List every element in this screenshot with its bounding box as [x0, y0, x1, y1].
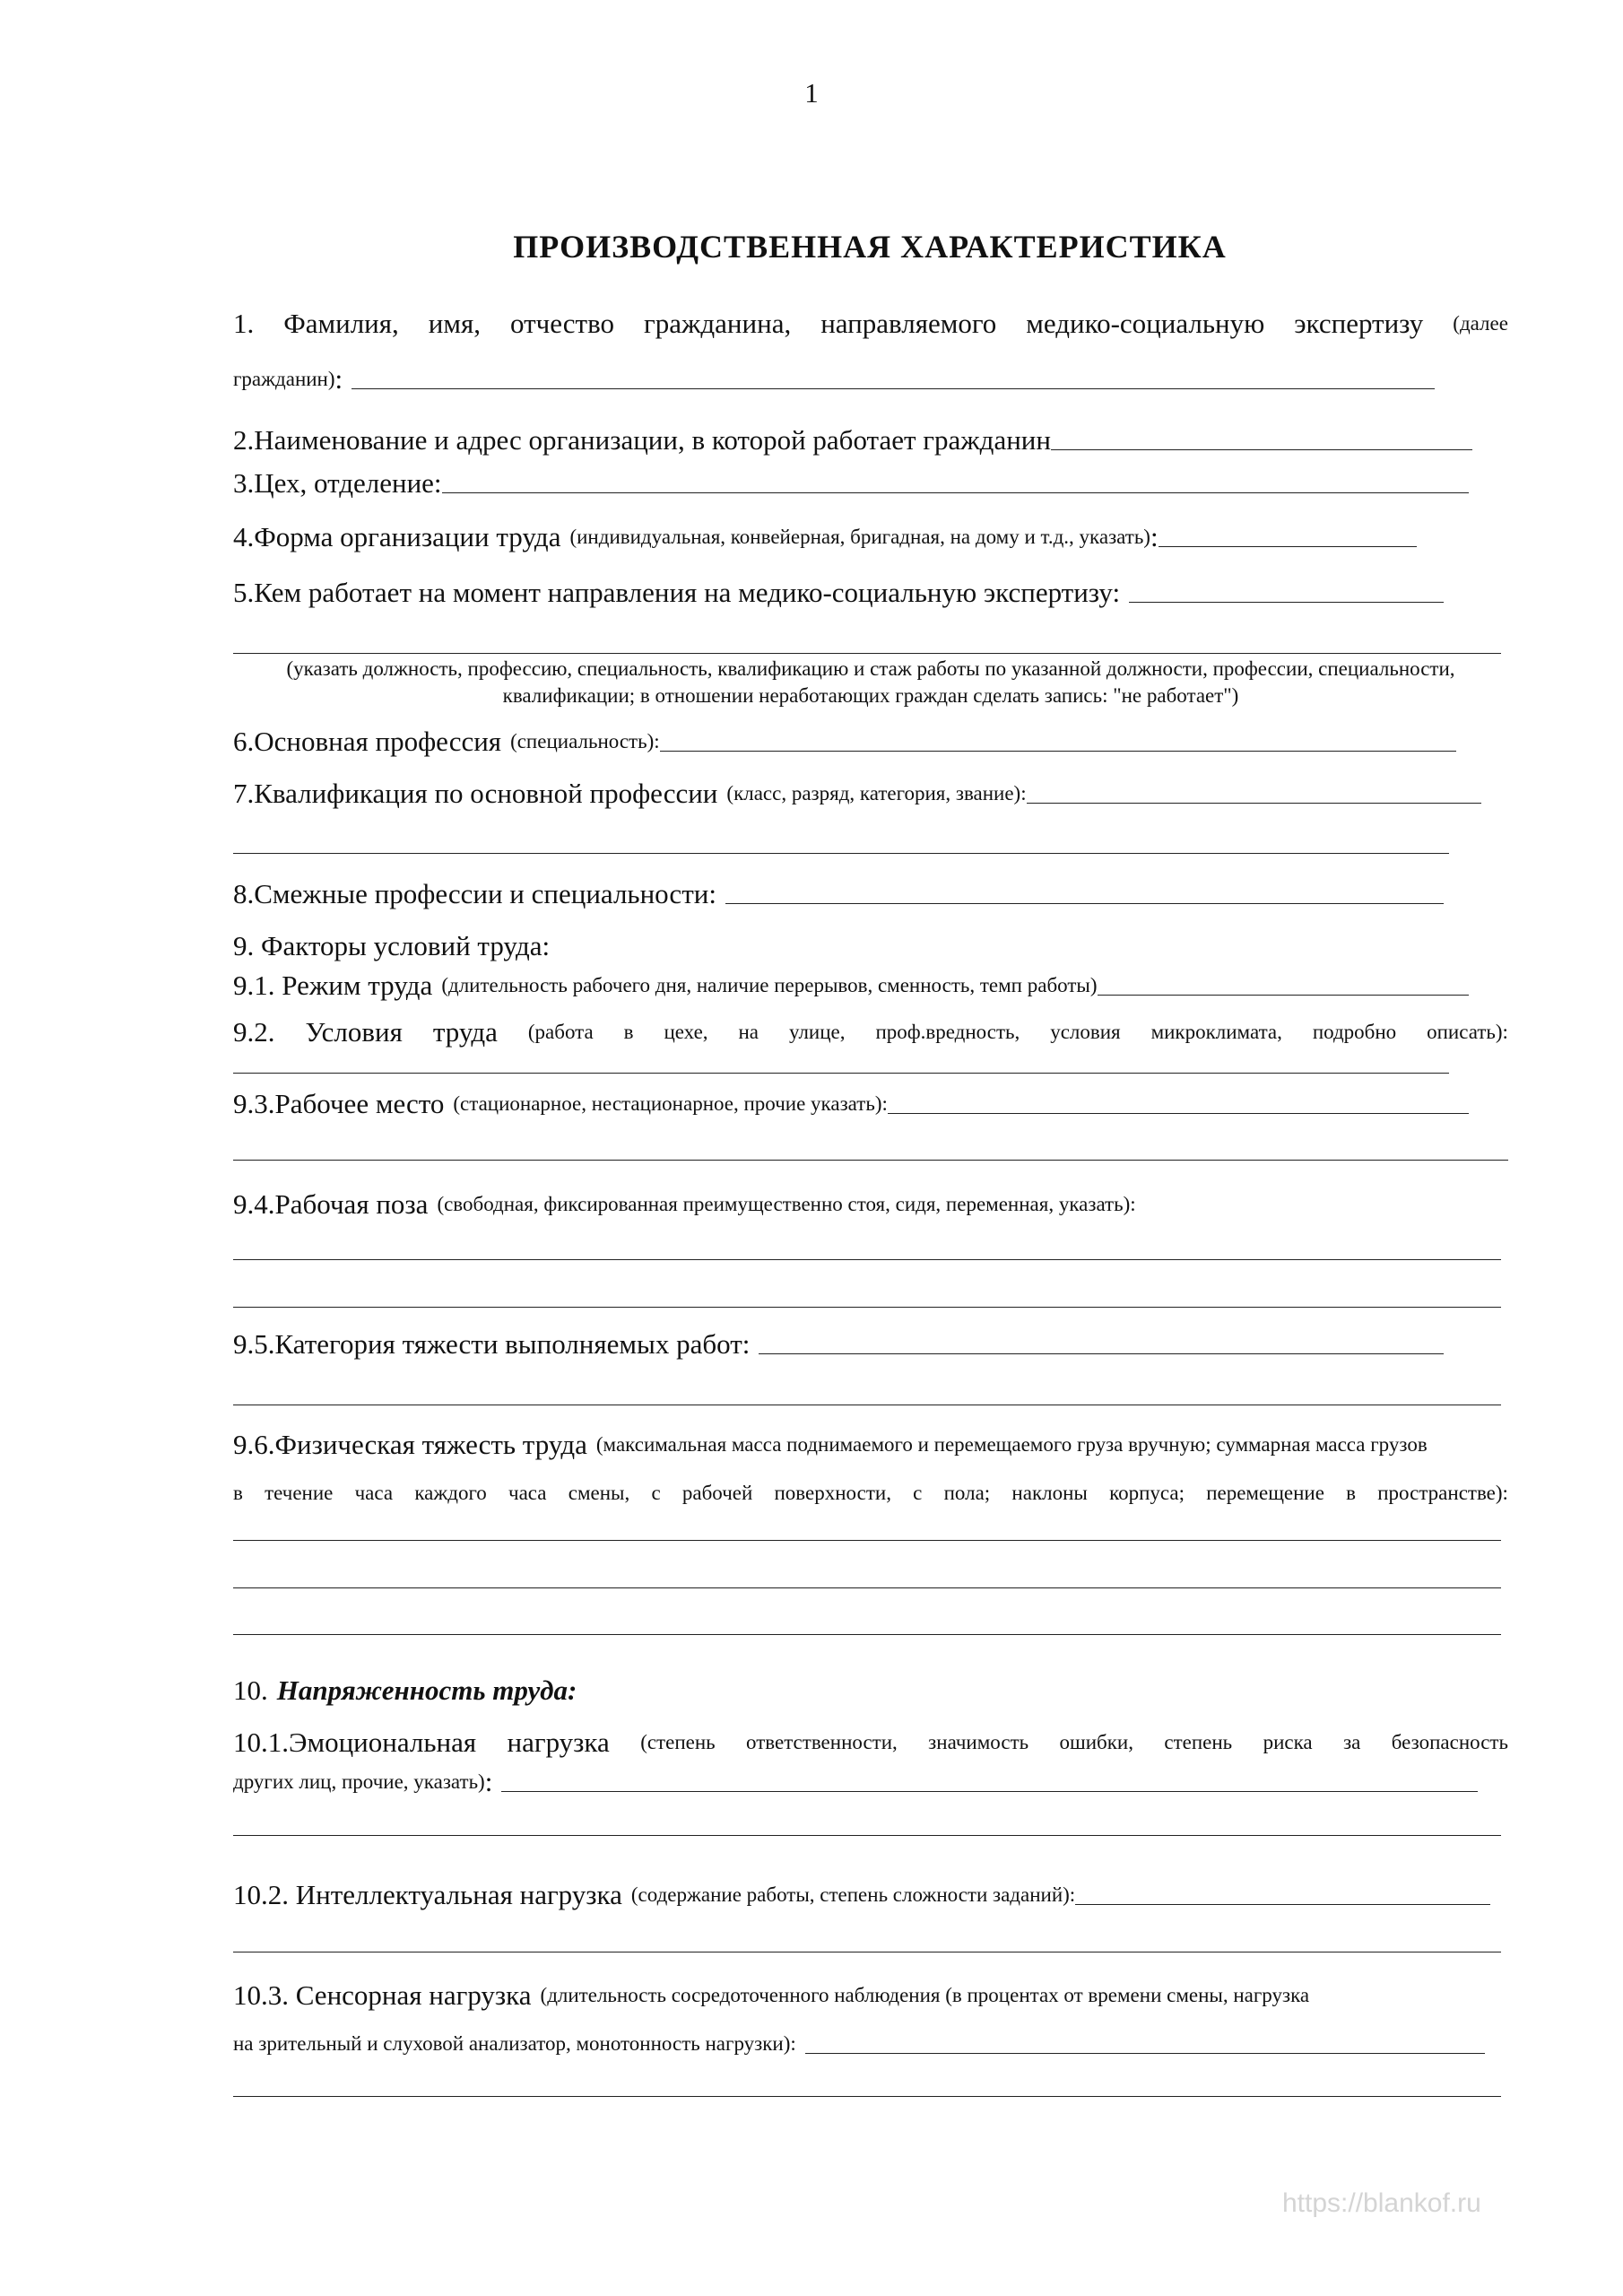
field-1-word: Фамилия,	[283, 308, 399, 339]
field-9-3-label: 9.3.Рабочее место	[233, 1088, 445, 1119]
field-10-2	[233, 1873, 1490, 1912]
field-10-1	[233, 1720, 1508, 1760]
field-10-3-note: (длительность сосредоточенного наблюдения (в процентах от времени смены, нагрузка	[540, 1984, 1310, 2006]
work-organization-input[interactable]	[1159, 519, 1417, 547]
field-7-label: 7.Квалификация по основной профессии	[233, 778, 718, 809]
related-professions-input[interactable]	[725, 876, 1444, 904]
field-5-note-2: квалификации; в отношении неработающих граждан сделать запись: "не работает")	[502, 684, 1239, 707]
field-4-label: 4.Форма организации труда	[233, 521, 561, 552]
field-9-4-label: 9.4.Рабочая поза	[233, 1188, 429, 1220]
field-3-label: 3.Цех, отделение:	[233, 467, 442, 499]
watermark: https://blankof.ru	[1282, 2188, 1481, 2218]
field-10-1-note: риска	[1263, 1731, 1313, 1753]
qualification-input[interactable]	[1027, 776, 1481, 804]
severity-category-input[interactable]	[759, 1326, 1444, 1354]
field-9-2-note: на	[738, 1021, 759, 1043]
field-1-word: отчество	[510, 308, 614, 339]
field-10	[233, 1668, 1508, 1708]
field-10-1-note: безопасность	[1391, 1731, 1508, 1753]
field-1-colon: :	[334, 363, 343, 395]
field-10-1-note: степень	[1164, 1731, 1233, 1753]
physical-severity-line-2[interactable]	[233, 1587, 1501, 1588]
field-10-number: 10.	[233, 1674, 268, 1706]
work-posture-line-2[interactable]	[233, 1307, 1501, 1308]
field-9	[233, 924, 1508, 963]
field-9-6-note-word: поверхности,	[774, 1482, 891, 1504]
field-2-label: 2.Наименование и адрес организации, в которой работает гражданин	[233, 424, 1051, 456]
organization-input[interactable]	[1051, 422, 1472, 450]
field-9-2-note: (работа	[527, 1021, 594, 1043]
field-1-line-2	[233, 357, 1435, 396]
main-profession-input[interactable]	[660, 724, 1456, 752]
work-conditions-input[interactable]	[233, 1073, 1449, 1074]
field-4-note: (индивидуальная, конвейерная, бригадная, на дому и т.д., указать)	[569, 526, 1150, 548]
field-6-note: (специальность):	[510, 730, 660, 752]
document-title: ПРОИЗВОДСТВЕННАЯ ХАРАКТЕРИСТИКА	[513, 229, 1227, 265]
work-posture-line-1[interactable]	[233, 1259, 1501, 1260]
field-9-1-label: 9.1. Режим труда	[233, 970, 433, 1001]
full-name-input[interactable]	[352, 361, 1435, 389]
field-9-2	[233, 1010, 1508, 1049]
field-9-6-note-word: каждого	[414, 1482, 487, 1504]
field-9-2-note: описать):	[1427, 1021, 1508, 1043]
field-10-1-colon: :	[484, 1766, 493, 1797]
field-7-note: (класс, разряд, категория, звание):	[726, 782, 1027, 804]
field-9-6-note-word: течение	[265, 1482, 334, 1504]
field-1-word: медико-социальную	[1026, 308, 1265, 339]
emotional-load-line-2[interactable]	[233, 1835, 1501, 1836]
field-10-3-label: 10.3. Сенсорная нагрузка	[233, 1979, 532, 2011]
field-10-heading: Напряженность труда:	[276, 1674, 577, 1706]
field-1-note: (далее	[1453, 312, 1508, 335]
current-position-line-2[interactable]	[233, 653, 1501, 654]
field-9-6-note-word: наклоны	[1011, 1482, 1088, 1504]
field-9-6-note-line-2	[233, 1471, 1508, 1510]
field-1-note-cont: гражданин)	[233, 368, 335, 390]
field-1-word: экспертизу	[1294, 308, 1424, 339]
field-10-1-note: значимость	[928, 1731, 1029, 1753]
field-9-2-note: в	[623, 1021, 634, 1043]
field-10-1-note: за	[1343, 1731, 1361, 1753]
sensory-load-line-2[interactable]	[233, 2096, 1501, 2097]
field-10-1-label: нагрузка	[507, 1726, 610, 1758]
field-9-6-note-word: корпуса;	[1109, 1482, 1185, 1504]
field-2	[233, 418, 1472, 457]
field-9-2-note: улице,	[788, 1021, 846, 1043]
field-10-3	[233, 1973, 1508, 2013]
department-input[interactable]	[442, 465, 1469, 493]
field-10-2-label: 10.2. Интеллектуальная нагрузка	[233, 1879, 622, 1910]
field-3	[233, 461, 1469, 500]
field-9-2-label: Условия	[305, 1016, 403, 1048]
field-9-6-note-word: рабочей	[681, 1482, 753, 1504]
field-1-word: направляемого	[820, 308, 997, 339]
field-10-1-note-cont: других лиц, прочие, указать)	[233, 1770, 485, 1793]
workplace-input[interactable]	[888, 1086, 1469, 1114]
field-10-1-note: ответственности,	[746, 1731, 898, 1753]
field-10-2-note: (содержание работы, степень сложности заданий):	[630, 1883, 1076, 1906]
field-9-2-note: подробно	[1312, 1021, 1397, 1043]
field-6	[233, 719, 1456, 759]
field-4-colon: :	[1150, 521, 1159, 552]
field-9-2-note: микроклимата,	[1150, 1021, 1282, 1043]
field-9-6-note-word: пола;	[943, 1482, 991, 1504]
field-7	[233, 771, 1481, 811]
field-9-4	[233, 1182, 1508, 1222]
field-9-2-label: труда	[432, 1016, 498, 1048]
sensory-load-input[interactable]	[805, 2026, 1485, 2054]
field-9-6-note: (максимальная масса поднимаемого и перемещаемого груза вручную; суммарная масса грузов	[595, 1433, 1428, 1456]
field-1-word: гражданина,	[644, 308, 792, 339]
field-9-6-note-word: часа	[354, 1482, 394, 1504]
field-10-1-line-2	[233, 1760, 1478, 1799]
field-10-1-label: 10.1.Эмоциональная	[233, 1726, 477, 1758]
field-9-2-note: проф.вредность,	[875, 1021, 1020, 1043]
field-9-6-note-word: перемещение	[1206, 1482, 1324, 1504]
field-1-word: 1.	[233, 308, 255, 339]
field-9-6-note-word: смены,	[568, 1482, 630, 1504]
field-5-label: 5.Кем работает на момент направления на медико-социальную экспертизу:	[233, 577, 1121, 608]
field-5-note-1: (указать должность, профессию, специальность, квалификацию и стаж работы по указанной должности, профессии, специальности,	[286, 657, 1455, 680]
field-9-2-note: цехе,	[664, 1021, 708, 1043]
field-9-1	[233, 963, 1469, 1003]
physical-severity-line-1[interactable]	[233, 1540, 1501, 1541]
page-number: 1	[804, 77, 819, 109]
field-9-6-note-word: пространстве):	[1377, 1482, 1508, 1504]
field-1-line-1	[233, 301, 1508, 341]
field-1-word: имя,	[428, 308, 481, 339]
field-10-1-note: ошибки,	[1059, 1731, 1133, 1753]
work-regime-input[interactable]	[1098, 968, 1469, 996]
field-9-2-note: условия	[1050, 1021, 1121, 1043]
field-9-label: 9. Факторы условий труда:	[233, 930, 551, 961]
field-9-6-note-word: с	[913, 1482, 923, 1504]
field-8	[233, 872, 1444, 911]
field-9-6	[233, 1422, 1508, 1462]
emotional-load-input[interactable]	[501, 1764, 1478, 1792]
field-9-2-label: 9.2.	[233, 1016, 275, 1048]
field-9-6-note-word: с	[651, 1482, 661, 1504]
field-9-5	[233, 1322, 1444, 1361]
field-8-label: 8.Смежные профессии и специальности:	[233, 878, 716, 909]
field-9-4-note: (свободная, фиксированная преимущественно стоя, сидя, переменная, указать):	[437, 1193, 1136, 1215]
current-position-input[interactable]	[1129, 575, 1444, 603]
field-9-6-note-word: в	[233, 1482, 243, 1504]
field-10-3-line-2	[233, 2022, 1485, 2061]
field-9-3-note: (стационарное, нестационарное, прочие указать):	[453, 1092, 888, 1115]
field-10-3-note-cont: на зрительный и слуховой анализатор, монотонность нагрузки):	[233, 2032, 796, 2055]
field-4	[233, 515, 1417, 554]
field-9-3	[233, 1082, 1469, 1121]
field-9-5-label: 9.5.Категория тяжести выполняемых работ:	[233, 1328, 751, 1360]
field-5	[233, 570, 1444, 610]
qualification-line-2[interactable]	[233, 853, 1449, 854]
workplace-line-2[interactable]	[233, 1160, 1508, 1161]
field-6-label: 6.Основная профессия	[233, 726, 502, 757]
field-9-6-note-word: часа	[508, 1482, 547, 1504]
physical-severity-line-3[interactable]	[233, 1634, 1501, 1635]
intellectual-load-input[interactable]	[1075, 1877, 1490, 1905]
field-9-6-label: 9.6.Физическая тяжесть труда	[233, 1429, 587, 1460]
field-10-1-note: (степень	[640, 1731, 716, 1753]
field-9-6-note-word: в	[1346, 1482, 1357, 1504]
field-9-1-note: (длительность рабочего дня, наличие перерывов, сменность, темп работы)	[441, 974, 1098, 996]
